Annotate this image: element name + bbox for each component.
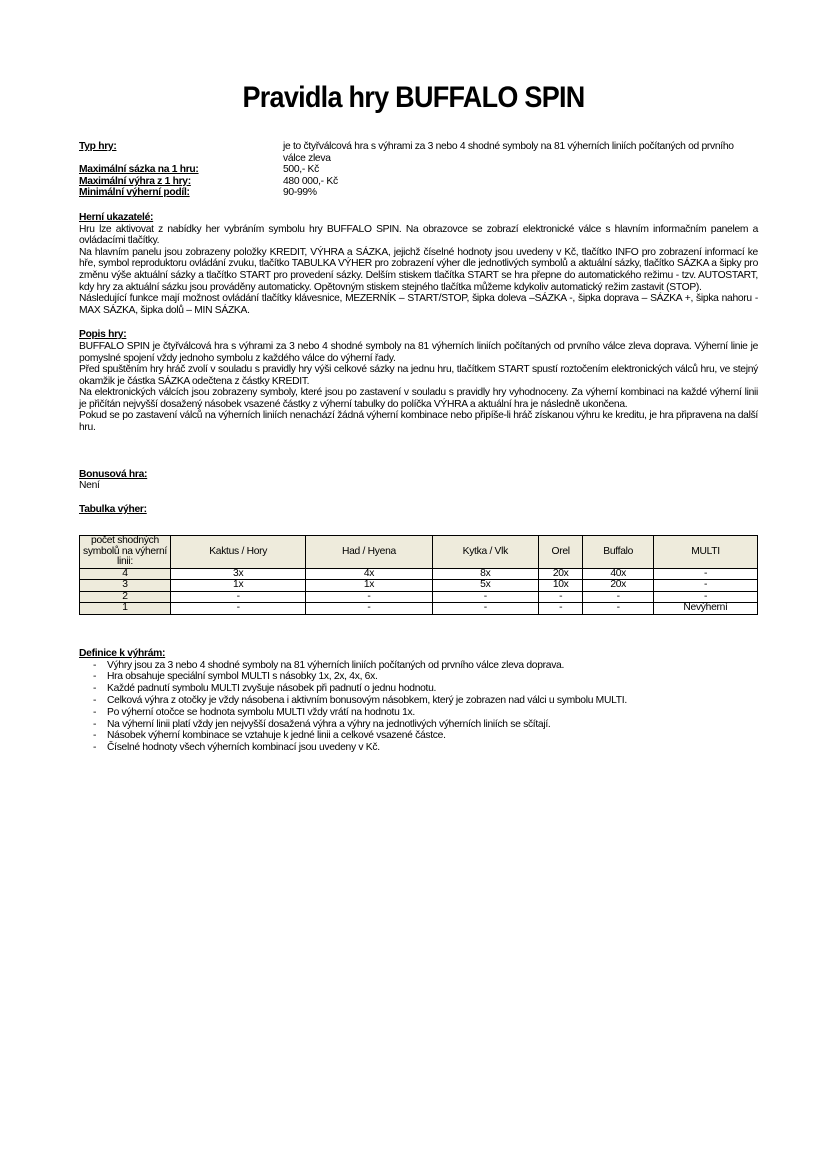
payout-cell: - bbox=[306, 603, 432, 615]
list-item: - Každé padnutí symbolu MULTI zvyšuje násobek při padnutí o jednu hodnotu. bbox=[93, 683, 758, 695]
paytable bbox=[79, 535, 758, 615]
paragraph: Následující funkce mají možnost ovládání tlačítky klávesnice, MEZERNÍK – START/STOP, šipka doleva –SÁZKA -, šipka doprava – SÁZKA +, šipka nahoru - MAX SÁZKA, šipka dolů – MIN SÁZKA. bbox=[79, 293, 758, 316]
payout-cell: 10x bbox=[539, 580, 583, 592]
column-header: počet shodných symbolů na výherní linii: bbox=[80, 536, 171, 569]
payout-cell: 1x bbox=[306, 580, 432, 592]
definitions-section bbox=[79, 648, 758, 754]
column-header: Kaktus / Hory bbox=[171, 536, 306, 569]
info-label: Minimální výherní podíl: bbox=[79, 187, 190, 199]
bonus-value: Není bbox=[79, 480, 100, 492]
table-row bbox=[80, 591, 758, 603]
payout-cell: 4x bbox=[306, 568, 432, 580]
section-title: Tabulka výher: bbox=[79, 503, 147, 515]
paragraph: Před spuštěním hry hráč zvolí v souladu s pravidly hry výši celkové sázky na jednu hru, tlačítkem START spustí roztočením elektronických válců hru, ve stejný okamžik je částka SÁZKA odečtena z částky KREDIT. bbox=[79, 364, 758, 387]
section-title: Definice k výhrám: bbox=[79, 647, 166, 659]
indicators-section bbox=[79, 212, 758, 316]
payout-cell: 8x bbox=[432, 568, 538, 580]
paytable-section bbox=[79, 504, 758, 615]
payout-cell: 1x bbox=[171, 580, 306, 592]
table-row bbox=[80, 568, 758, 580]
list-item: - Celková výhra z otočky je vždy násobena i aktivním bonusovým násobkem, který je zobrazen nad válci u symbolu MULTI. bbox=[93, 695, 758, 707]
paragraph: Pokud se po zastavení válců na výherních liniích nenachází žádná výherní kombinace nebo připíše-li hráč získanou výhru ke kreditu, je hra připravena na další hru. bbox=[79, 410, 758, 434]
symbol-count-cell: 3 bbox=[80, 580, 171, 592]
symbol-count-cell: 2 bbox=[80, 591, 171, 603]
column-header: Had / Hyena bbox=[306, 536, 432, 569]
payout-cell: - bbox=[171, 591, 306, 603]
paragraph: Na hlavním panelu jsou zobrazeny položky KREDIT, VÝHRA a SÁZKA, jejichž číselné hodnoty jsou uvedeny v Kč, tlačítko INFO pro zobrazení informací ke hře, symbol reproduktoru ovládání zvuku, tlačítko TABULKA VÝHER pro zobrazení výher dle jednotlivých symbolů a aktuální sázky, tlačítko SÁZKA a šipky pro změnu výše aktuální sázky a tlačítko START pro provedení sázky. Delším stiskem tlačítka START se hra přepne do automatického režimu - tzv. AUTOSTART, kdy hry za aktuální sázku jsou prováděny automaticky. Opětovným stiskem stejného tlačítka můžeme kdykoliv automatický režim zastavit (STOP). bbox=[79, 246, 758, 293]
payout-cell: - bbox=[583, 591, 654, 603]
column-header: Kytka / Vlk bbox=[432, 536, 538, 569]
bonus-section bbox=[79, 469, 758, 492]
info-value: 480 000,- Kč bbox=[283, 175, 338, 187]
content bbox=[79, 141, 758, 754]
paragraph: Na elektronických válcích jsou zobrazeny symboly, které jsou po zastavení v souladu s pravidly hry vyhodnoceny. Za výherní kombinaci na každé výherní linii je přičítán nejvyšší dosažený násobek vsazené částky z výherní tabulky do políčka VÝHRA a aktuální hra je následně ukončena. bbox=[79, 387, 758, 410]
list-item: - Hra obsahuje speciální symbol MULTI s násobky 1x, 2x, 4x, 6x. bbox=[93, 671, 758, 683]
payout-cell: 3x bbox=[171, 568, 306, 580]
symbol-count-cell: 1 bbox=[80, 603, 171, 615]
section-title: Bonusová hra: bbox=[79, 468, 148, 480]
list-item: - Po výherní otočce se hodnota symbolu MULTI vždy vrátí na hodnotu 1x. bbox=[93, 707, 758, 719]
section-title: Popis hry: bbox=[79, 329, 127, 341]
info-value: 500,- Kč bbox=[283, 164, 319, 176]
list-item: - Číselné hodnoty všech výherních kombinací jsou uvedeny v Kč. bbox=[93, 742, 758, 754]
payout-cell: - bbox=[539, 591, 583, 603]
list-item: - Na výherní linii platí vždy jen nejvyšší dosažená výhra a výhry na jednotlivých výherních liniích se sčítají. bbox=[93, 719, 758, 731]
payout-cell: - bbox=[583, 603, 654, 615]
description-section bbox=[79, 329, 758, 433]
payout-cell: - bbox=[306, 591, 432, 603]
list-item: - Násobek výherní kombinace se vztahuje k jedné linii a celkové vsazené částce. bbox=[93, 730, 758, 742]
payout-cell: Nevýherní bbox=[654, 603, 758, 615]
definitions-list bbox=[79, 660, 758, 754]
table-header-row bbox=[80, 536, 758, 569]
page-title: Pravidla hry BUFFALO SPIN bbox=[242, 81, 585, 114]
payout-cell: - bbox=[432, 591, 538, 603]
game-info bbox=[79, 141, 758, 199]
column-header: Buffalo bbox=[583, 536, 654, 569]
payout-cell: 40x bbox=[583, 568, 654, 580]
info-label: Typ hry: bbox=[79, 141, 117, 152]
column-header: MULTI bbox=[654, 536, 758, 569]
payout-cell: 5x bbox=[432, 580, 538, 592]
symbol-count-cell: 4 bbox=[80, 568, 171, 580]
info-value: 90-99% bbox=[283, 187, 317, 199]
table-row bbox=[80, 580, 758, 592]
payout-cell: - bbox=[432, 603, 538, 615]
column-header: Orel bbox=[539, 536, 583, 569]
paragraph: BUFFALO SPIN je čtyřválcová hra s výhrami za 3 nebo 4 shodné symboly na 81 výherních liniích počítaných od prvního válce zleva doprava. Výherní linie je pomyslné spojení vždy jednoho symbolu z každého válce do výherní řady. bbox=[79, 340, 758, 364]
paragraph: Hru lze aktivovat z nabídky her vybráním symbolu hry BUFFALO SPIN. Na obrazovce se zobrazí elektronické válce s hlavním informačním panelem a ovládacími tlačítky. bbox=[79, 223, 758, 247]
info-value: je to čtyřválcová hra s výhrami za 3 nebo 4 shodné symboly na 81 výherních liniích počítaných od prvního válce zleva bbox=[283, 141, 734, 164]
list-item: - Výhry jsou za 3 nebo 4 shodné symboly na 81 výherních liniích počítaných od prvního válce zleva doprava. bbox=[93, 660, 758, 672]
payout-cell: 20x bbox=[539, 568, 583, 580]
payout-cell: - bbox=[654, 580, 758, 592]
table-row bbox=[80, 603, 758, 615]
section-title: Herní ukazatelé: bbox=[79, 211, 154, 223]
info-label: Maximální sázka na 1 hru: bbox=[79, 164, 199, 176]
payout-cell: - bbox=[654, 568, 758, 580]
payout-cell: - bbox=[171, 603, 306, 615]
info-label: Maximální výhra z 1 hry: bbox=[79, 175, 191, 187]
payout-cell: 20x bbox=[583, 580, 654, 592]
payout-cell: - bbox=[539, 603, 583, 615]
payout-cell: - bbox=[654, 591, 758, 603]
